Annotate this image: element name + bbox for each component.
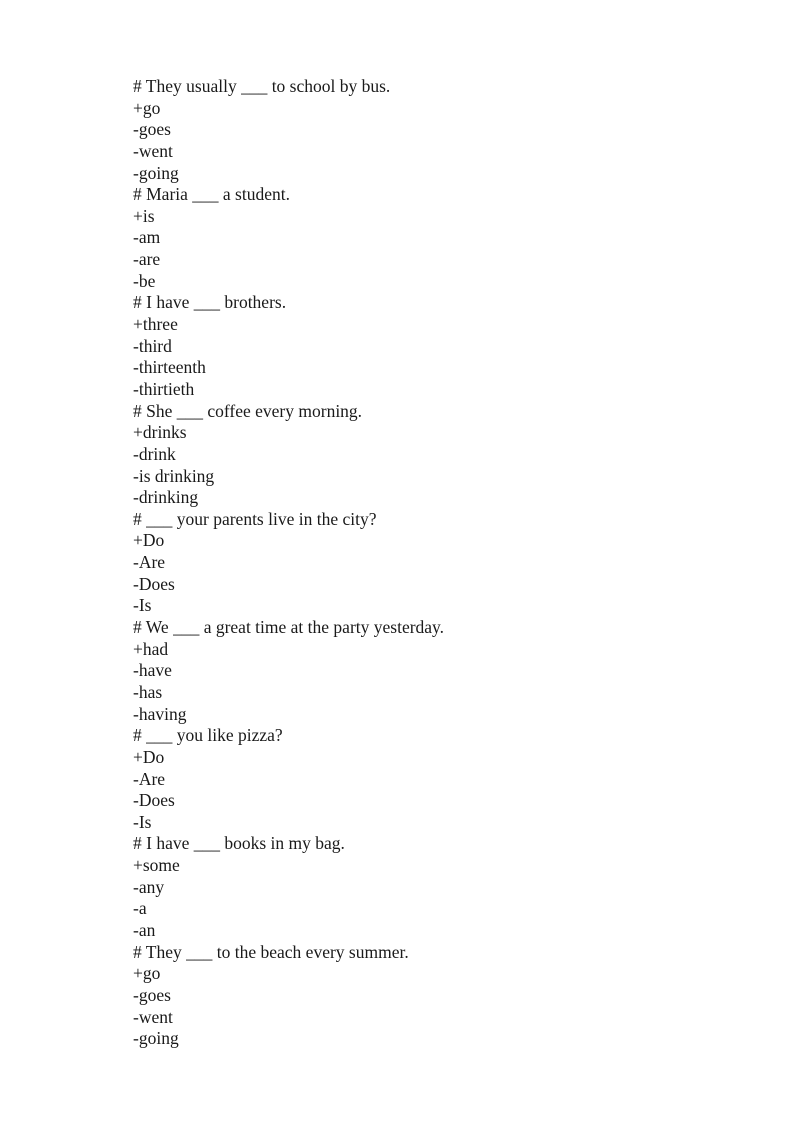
question-text: # I have ___ brothers. bbox=[133, 292, 287, 313]
answer-option: -having bbox=[133, 703, 187, 724]
answer-option: -goes bbox=[133, 984, 171, 1005]
answer-option: -be bbox=[133, 270, 156, 291]
question-text: # We ___ a great time at the party yesterday. bbox=[133, 617, 445, 638]
answer-option: +Do bbox=[133, 530, 165, 551]
answer-option: -went bbox=[133, 1006, 173, 1027]
question-block bbox=[133, 184, 753, 292]
answer-option: -is drinking bbox=[133, 465, 215, 486]
answer-option: +drinks bbox=[133, 422, 187, 443]
answer-option: -Is bbox=[133, 811, 152, 832]
answer-option: -an bbox=[133, 919, 156, 940]
question-text: # They ___ to the beach every summer. bbox=[133, 941, 409, 962]
answer-option: -drinking bbox=[133, 487, 199, 508]
answer-option: -has bbox=[133, 681, 163, 702]
answer-option: -have bbox=[133, 660, 172, 681]
question-text: # She ___ coffee every morning. bbox=[133, 400, 363, 421]
question-text: # Maria ___ a student. bbox=[133, 184, 290, 205]
answer-option: -am bbox=[133, 227, 161, 248]
answer-option: -are bbox=[133, 249, 161, 270]
question-block bbox=[133, 617, 753, 725]
question-block bbox=[133, 401, 753, 509]
question-text: # ___ you like pizza? bbox=[133, 725, 283, 746]
answer-option: -going bbox=[133, 162, 179, 183]
question-text: # They usually ___ to school by bus. bbox=[133, 76, 391, 96]
answer-option: -Does bbox=[133, 790, 175, 811]
question-block bbox=[133, 76, 753, 184]
question-text: # I have ___ books in my bag. bbox=[133, 833, 345, 854]
answer-option: -Are bbox=[133, 552, 166, 573]
answer-option: +had bbox=[133, 638, 169, 659]
answer-option: -went bbox=[133, 140, 173, 161]
question-block bbox=[133, 509, 753, 617]
question-block bbox=[133, 292, 753, 400]
answer-option: -Does bbox=[133, 573, 175, 594]
answer-option: -thirtieth bbox=[133, 378, 195, 399]
answer-option: +Do bbox=[133, 746, 165, 767]
question-block bbox=[133, 942, 753, 1050]
answer-option: -going bbox=[133, 1028, 179, 1049]
answer-option: +three bbox=[133, 314, 178, 335]
answer-option: -a bbox=[133, 898, 147, 919]
answer-option: -Is bbox=[133, 595, 152, 616]
answer-option: -any bbox=[133, 876, 165, 897]
answer-option: -drink bbox=[133, 443, 176, 464]
quiz-document bbox=[133, 76, 753, 1050]
answer-option: +is bbox=[133, 205, 155, 226]
answer-option: -third bbox=[133, 335, 172, 356]
question-text: # ___ your parents live in the city? bbox=[133, 508, 377, 529]
answer-option: +go bbox=[133, 97, 161, 118]
answer-option: +some bbox=[133, 855, 180, 876]
question-block bbox=[133, 833, 753, 941]
question-block bbox=[133, 725, 753, 833]
answer-option: -Are bbox=[133, 768, 166, 789]
answer-option: -thirteenth bbox=[133, 357, 206, 378]
answer-option: +go bbox=[133, 963, 161, 984]
answer-option: -goes bbox=[133, 119, 171, 140]
